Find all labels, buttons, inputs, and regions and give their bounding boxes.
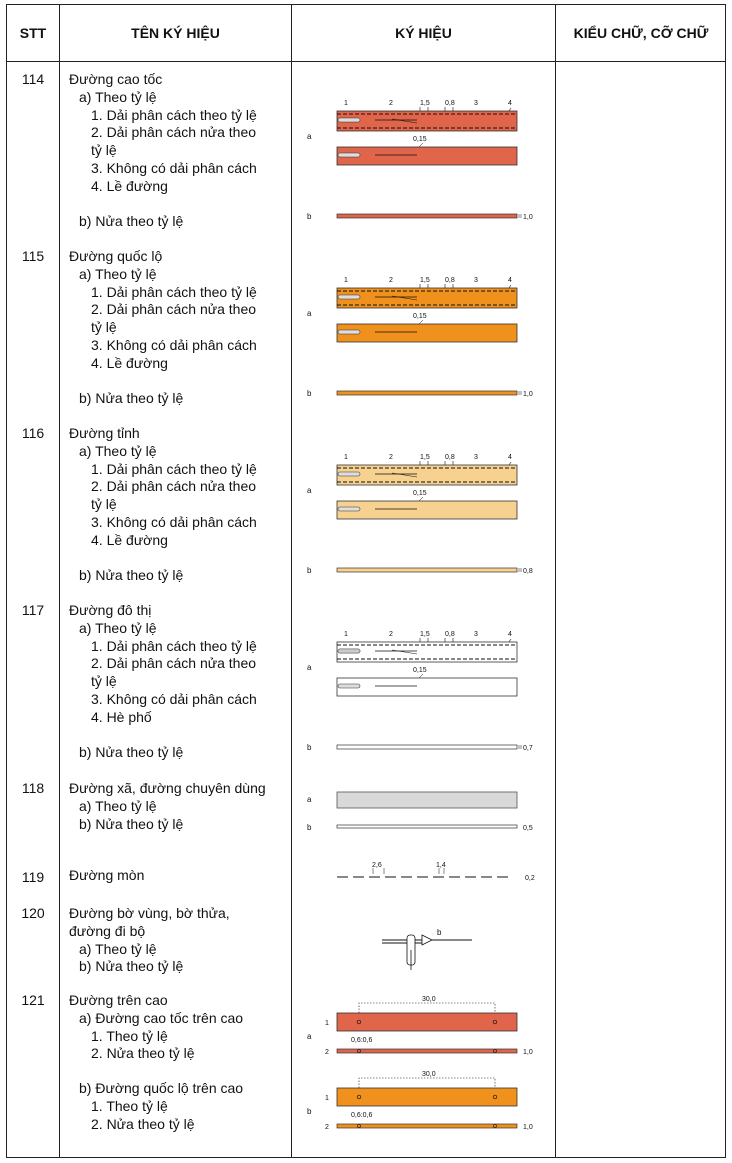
- row-117-divider-scaled-grey: [338, 649, 360, 653]
- row-117-label-a: a: [307, 663, 312, 672]
- row-116-stt: 116: [21, 425, 45, 441]
- row-116-num-3: 1,5: [420, 454, 430, 461]
- row-117-sep-width: 0,15: [413, 667, 427, 674]
- row-115-stt: 115: [21, 248, 45, 264]
- row-115-divider-scaled: [338, 295, 360, 299]
- row-114-label-a: a: [307, 132, 312, 141]
- row-121-a-half-scale: [337, 1049, 517, 1053]
- row-118-stt: 118: [21, 780, 45, 796]
- row-121-b-span-value: 30,0: [422, 1071, 436, 1078]
- row-114-width-value: 1,0: [523, 214, 533, 221]
- row-121-a-label: a: [307, 1032, 312, 1041]
- row-117-num-2: 2: [389, 631, 393, 638]
- row-117-width-value: 0,7: [523, 745, 533, 752]
- row-115-width-tick: [519, 391, 521, 395]
- row-114-width-tick: [519, 214, 521, 218]
- row-115-label-b: b: [307, 389, 312, 398]
- row-114-band-lower: [337, 147, 517, 165]
- row-117-half-scale: [337, 745, 517, 749]
- row-121-b-band-scaled: [337, 1088, 517, 1106]
- row-121-stt: 121: [21, 992, 45, 1008]
- row-116-sep-width: 0,15: [413, 490, 427, 497]
- row-117-num-3: 1,5: [420, 631, 430, 638]
- row-115-sep-width: 0,15: [413, 313, 427, 320]
- row-121-a-span-dim: [359, 1003, 495, 1013]
- row-121-b-num-1: 1: [325, 1095, 329, 1102]
- header-symbol: KÝ HIỆU: [395, 25, 452, 41]
- row-120-arrow: [422, 935, 432, 945]
- row-114-num-6: 4: [508, 100, 512, 107]
- row-118-half-scale: [337, 825, 517, 828]
- row-118-label-a: a: [307, 795, 312, 804]
- row-115-num-5: 3: [474, 277, 478, 284]
- row-116-divider-scaled: [338, 472, 360, 476]
- row-119-dash-length: 2,6: [372, 862, 382, 869]
- row-117-stt: 117: [21, 602, 45, 618]
- row-114-half-scale: [337, 214, 517, 218]
- row-121-b-span-dim: [359, 1078, 495, 1088]
- row-121-a-pier-dim: 0,6:0,6: [351, 1037, 373, 1044]
- row-115-num-4: 0,8: [445, 277, 455, 284]
- row-115-band-lower: [337, 324, 517, 342]
- row-116-half-scale: [337, 568, 517, 572]
- row-115-num-3: 1,5: [420, 277, 430, 284]
- row-117-label-b: b: [307, 743, 312, 752]
- row-119-width-value: 0,2: [525, 875, 535, 882]
- row-116-name: Đường tỉnh a) Theo tỷ lệ 1. Dải phân cách theo tỷ lệ 2. Dải phân cách nửa theo tỷ lệ 3. Không có dải phân cách 4. Lề đường b) Nửa theo tỷ lệ: [69, 425, 257, 583]
- row-120-stt: 120: [21, 905, 45, 921]
- row-121-b-width-value: 1,0: [523, 1124, 533, 1131]
- row-117-band-lower: [337, 678, 517, 696]
- row-117-name: Đường đô thị a) Theo tỷ lệ 1. Dải phân cách theo tỷ lệ 2. Dải phân cách nửa theo tỷ lệ 3. Không có dải phân cách 4. Hè phố b) Nửa theo tỷ lệ: [69, 602, 257, 760]
- row-116-label-a: a: [307, 486, 312, 495]
- row-116-num-1: 1: [344, 454, 348, 461]
- row-116-num-4: 0,8: [445, 454, 455, 461]
- row-114-stt: 114: [21, 71, 45, 87]
- symbol-column: [7, 5, 725, 1157]
- row-120-label-b: b: [437, 928, 442, 937]
- row-114-num-3: 1,5: [420, 100, 430, 107]
- row-118-width-value: 0,5: [523, 825, 533, 832]
- row-121-b-num-2: 2: [325, 1124, 329, 1131]
- row-114-num-5: 3: [474, 100, 478, 107]
- row-121-a-band-scaled: [337, 1013, 517, 1031]
- row-116-width-value: 0,8: [523, 568, 533, 575]
- row-116-num-6: 4: [508, 454, 512, 461]
- row-115-lower-divider: [338, 330, 360, 334]
- row-115-width-value: 1,0: [523, 391, 533, 398]
- symbol-table: [6, 4, 726, 1158]
- row-114-sep-width: 0,15: [413, 136, 427, 143]
- row-114-num-4: 0,8: [445, 100, 455, 107]
- row-115-num-1: 1: [344, 277, 348, 284]
- row-114-num-2: 2: [389, 100, 393, 107]
- row-118-band-scaled: [337, 792, 517, 808]
- row-117-width-tick: [519, 745, 521, 749]
- row-115-label-a: a: [307, 309, 312, 318]
- row-121-b-half-scale: [337, 1124, 517, 1128]
- row-121-a-num-2: 2: [325, 1049, 329, 1056]
- row-116-num-2: 2: [389, 454, 393, 461]
- row-121-name: Đường trên cao a) Đường cao tốc trên cao 1. Theo tỷ lệ 2. Nửa theo tỷ lệ b) Đường quốc lộ trên cao 1. Theo tỷ lệ 2. Nửa theo tỷ lệ: [69, 992, 244, 1132]
- row-115-half-scale: [337, 391, 517, 395]
- row-115-num-6: 4: [508, 277, 512, 284]
- row-121-a-span-value: 30,0: [422, 996, 436, 1003]
- row-114-label-b: b: [307, 212, 312, 221]
- row-121-b-pier-dim: 0,6:0,6: [351, 1112, 373, 1119]
- row-114-divider-scaled: [338, 118, 360, 122]
- row-116-width-tick: [519, 568, 521, 572]
- row-116-num-5: 3: [474, 454, 478, 461]
- header-font: KIỂU CHỮ, CỠ CHỮ: [573, 25, 709, 41]
- row-117-num-5: 3: [474, 631, 478, 638]
- row-117-num-1: 1: [344, 631, 348, 638]
- row-117-num-4: 0,8: [445, 631, 455, 638]
- row-116-band-lower: [337, 501, 517, 519]
- row-117-lower-divider: [338, 684, 360, 688]
- row-116-lower-divider: [338, 507, 360, 511]
- row-121-a-width-value: 1,0: [523, 1049, 533, 1056]
- row-121-a-num-1: 1: [325, 1020, 329, 1027]
- row-118-name: Đường xã, đường chuyên dùng a) Theo tỷ lệ b) Nửa theo tỷ lệ: [69, 780, 266, 832]
- header-stt: STT: [19, 25, 47, 41]
- row-114-lower-divider: [338, 153, 360, 157]
- row-114-name: Đường cao tốc a) Theo tỷ lệ 1. Dải phân cách theo tỷ lệ 2. Dải phân cách nửa theo tỷ lệ 3. Không có dải phân cách 4. Lề đường b) Nửa theo tỷ lệ: [69, 71, 257, 229]
- row-121-b-label: b: [307, 1107, 312, 1116]
- row-120-name: Đường bờ vùng, bờ thửa, đường đi bộ a) Theo tỷ lệ b) Nửa theo tỷ lệ: [69, 905, 230, 975]
- row-115-num-2: 2: [389, 277, 393, 284]
- row-117-num-6: 4: [508, 631, 512, 638]
- row-119-gap-length: 1,4: [436, 862, 446, 869]
- row-118-label-b: b: [307, 823, 312, 832]
- header-name: TÊN KÝ HIỆU: [131, 25, 220, 41]
- row-115-name: Đường quốc lộ a) Theo tỷ lệ 1. Dải phân cách theo tỷ lệ 2. Dải phân cách nửa theo tỷ lệ 3. Không có dải phân cách 4. Lề đường b) Nửa theo tỷ lệ: [69, 248, 257, 406]
- row-114-num-1: 1: [344, 100, 348, 107]
- row-119-name: Đường mòn: [69, 867, 145, 883]
- row-119-stt: 119: [21, 869, 45, 885]
- row-116-label-b: b: [307, 566, 312, 575]
